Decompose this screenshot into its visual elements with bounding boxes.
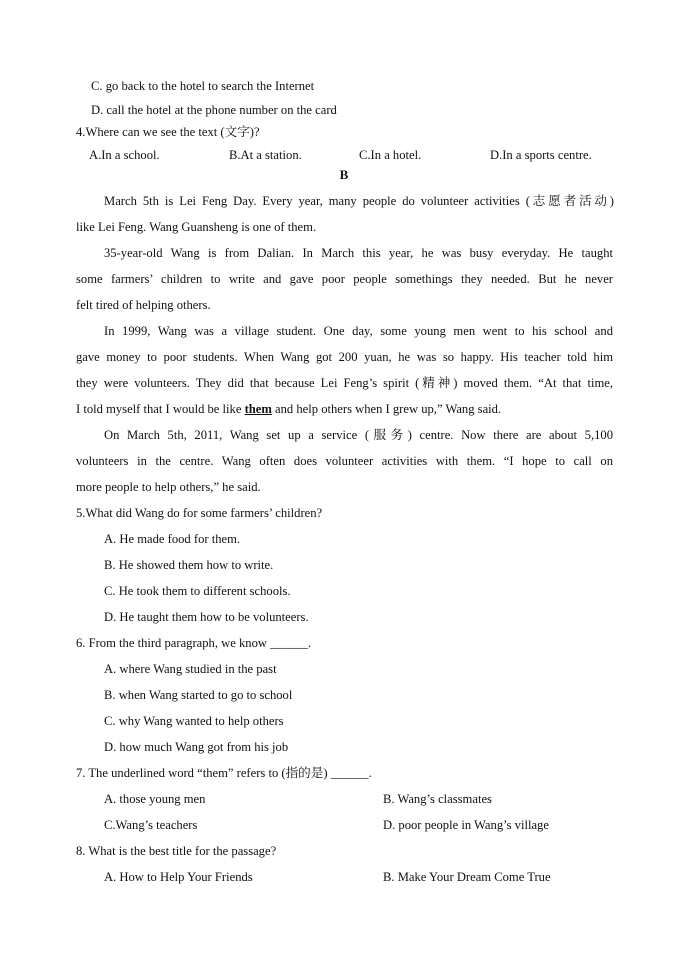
q8-question: 8. What is the best title for the passage?: [76, 844, 277, 858]
passage-p3-line4: [76, 401, 501, 417]
q6-question: 6. From the third paragraph, we know ______.: [76, 636, 312, 650]
passage-p4-line1: On March 5th, 2011, Wang set up a service (服务) centre. Now there are about 5,100: [104, 428, 613, 442]
q4-option-a: A.In a school.: [89, 148, 160, 162]
section-label: B: [339, 167, 349, 182]
q5-option-b: B. He showed them how to write.: [104, 558, 274, 572]
q7-option-c: C.Wang’s teachers: [104, 818, 198, 832]
passage-p2-line2: some farmers’ children to write and gave poor people somethings they needed. But he never: [76, 272, 613, 286]
q7-option-a: A. those young men: [104, 792, 206, 806]
q8-option-b: B. Make Your Dream Come True: [383, 870, 551, 884]
passage-p1-line1: March 5th is Lei Feng Day. Every year, many people do volunteer activities (志愿者活动): [104, 194, 614, 208]
q3-option-c: C. go back to the hotel to search the Internet: [91, 79, 315, 93]
q6-option-a: A. where Wang studied in the past: [104, 662, 277, 676]
q3-option-d: D. call the hotel at the phone number on the card: [91, 103, 337, 117]
q6-option-d: D. how much Wang got from his job: [104, 740, 289, 754]
q6-option-c: C. why Wang wanted to help others: [104, 714, 284, 728]
passage-p4-line3: more people to help others,” he said.: [76, 480, 261, 494]
q5-question: 5.What did Wang do for some farmers’ children?: [76, 506, 323, 520]
q4-question: 4.Where can we see the text (文字)?: [76, 125, 260, 139]
q4-option-d: D.In a sports centre.: [490, 148, 592, 162]
q6-option-b: B. when Wang started to go to school: [104, 688, 293, 702]
q7-option-d: D. poor people in Wang’s village: [383, 818, 549, 832]
passage-p3-line4-end: and help others when I grew up,” Wang said.: [275, 402, 502, 416]
q5-option-d: D. He taught them how to be volunteers.: [104, 610, 309, 624]
q7-question: 7. The underlined word “them” refers to (指的是) ______.: [76, 766, 372, 780]
passage-p3-line2: gave money to poor students. When Wang got 200 yuan, he was so happy. His teacher told him: [76, 350, 613, 364]
q8-option-a: A. How to Help Your Friends: [104, 870, 253, 884]
q5-option-a: A. He made food for them.: [104, 532, 241, 546]
passage-p4-line2: volunteers in the centre. Wang often does volunteer activities with them. “I hope to call on: [76, 454, 613, 468]
q7-option-b: B. Wang’s classmates: [383, 792, 492, 806]
passage-p3-line3: they were volunteers. They did that because Lei Feng’s spirit (精神) moved them. “At that time,: [76, 376, 613, 390]
underlined-word-them: them: [244, 402, 272, 416]
passage-p1-line2: like Lei Feng. Wang Guansheng is one of them.: [76, 220, 317, 234]
passage-p3-line4-start: I told myself that I would be like: [76, 402, 242, 416]
q5-option-c: C. He took them to different schools.: [104, 584, 291, 598]
passage-p3-line1: In 1999, Wang was a village student. One day, some young men went to his school and: [104, 324, 613, 338]
passage-p2-line3: felt tired of helping others.: [76, 298, 211, 312]
passage-p2-line1: 35-year-old Wang is from Dalian. In March this year, he was busy everyday. He taught: [104, 246, 613, 260]
q4-option-b: B.At a station.: [229, 148, 302, 162]
q4-option-c: C.In a hotel.: [359, 148, 422, 162]
